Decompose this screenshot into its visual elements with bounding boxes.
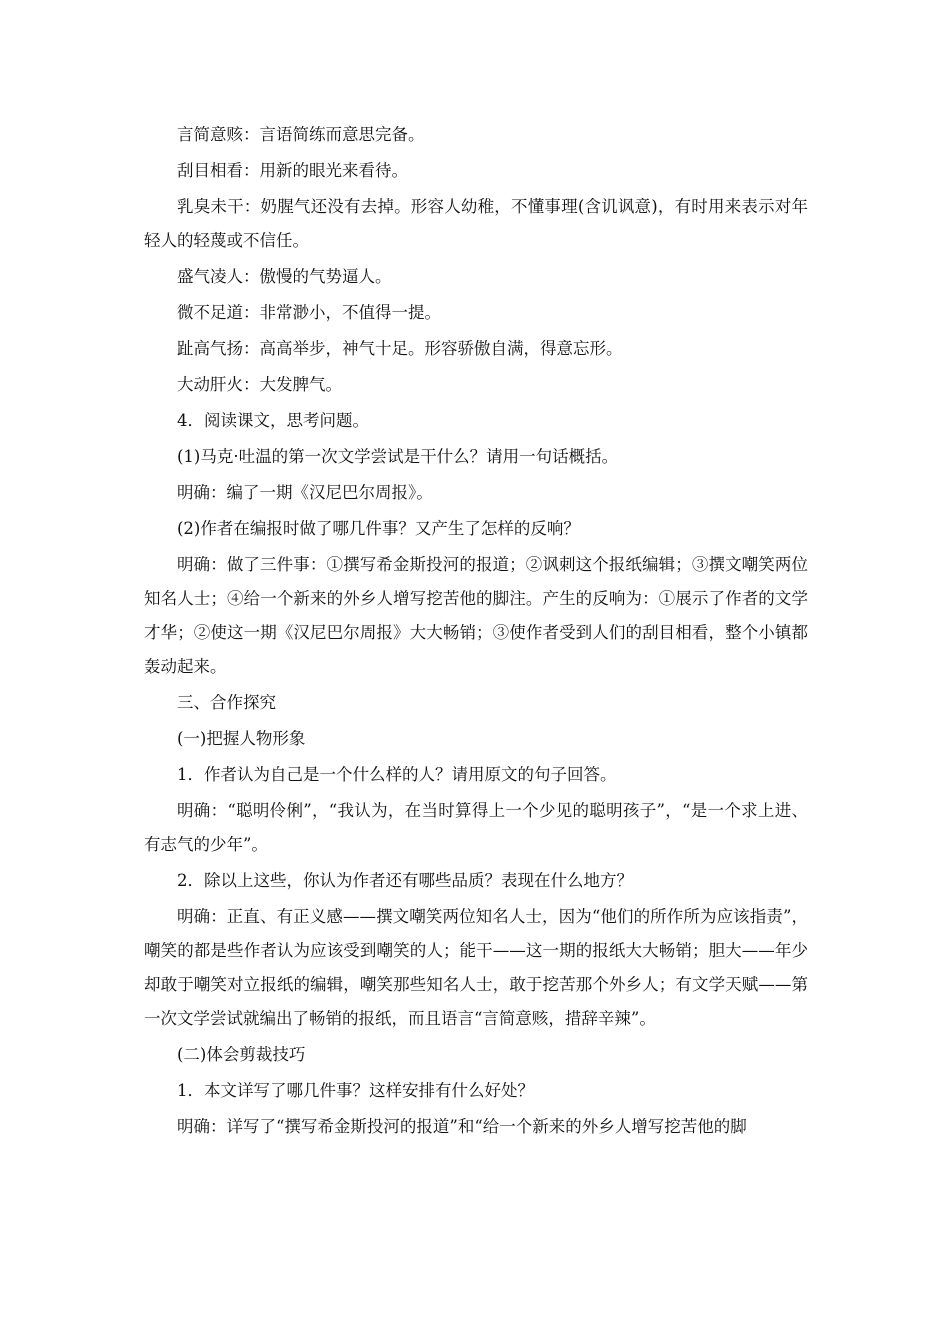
subsection-heading-2: (二)体会剪裁技巧 (177, 1045, 306, 1064)
paragraph-idiom-shengqilingren: 盛气凌人：傲慢的气势逼人。 (177, 267, 392, 286)
paragraph-idiom-guamuxiangkan: 刮目相看：用新的眼光来看待。 (177, 161, 408, 180)
paragraph-answer-1: 明确：编了一期《汉尼巴尔周报》。 (177, 483, 433, 502)
paragraph-answer-2: 明确：做了三件事：①撰写希金斯投河的报道；②讽刺这个报纸编辑；③撰文嘲笑两位知名人士；④给一个新来的外乡人增写挖苦他的脚注。产生的反响为：①展示了作者的文学才华；②使这一期《汉尼巴尔周报》大大畅销；③使作者受到人们的刮目相看，整个小镇都轰动起来。 (144, 555, 808, 676)
paragraph-idiom-yanjianyigai: 言简意赅：言语简练而意思完备。 (177, 125, 425, 144)
paragraph-answer-3: 明确：“聪明伶俐”，“我认为，在当时算得上一个少见的聪明孩子”，“是一个求上进、有志气的少年”。 (144, 801, 808, 854)
paragraph-idiom-zhigaoqiyang: 趾高气扬：高高举步，神气十足。形容骄傲自满，得意忘形。 (177, 339, 623, 358)
paragraph-idiom-weibuzudao: 微不足道：非常渺小，不值得一提。 (177, 303, 441, 322)
paragraph-task-4: 4．阅读课文，思考问题。 (177, 411, 369, 430)
paragraph-question-2: (2)作者在编报时做了哪几件事？又产生了怎样的反响？ (177, 519, 580, 538)
paragraph-question-5: 1．本文详写了哪几件事？这样安排有什么好处？ (177, 1081, 534, 1100)
subsection-heading-1: (一)把握人物形象 (177, 729, 306, 748)
document-body (144, 118, 808, 1146)
paragraph-question-1: (1)马克·吐温的第一次文学尝试是干什么？请用一句话概括。 (177, 447, 619, 466)
paragraph-idiom-ruchouweigan: 乳臭未干：奶腥气还没有去掉。形容人幼稚，不懂事理(含讥讽意)，有时用来表示对年轻人的轻蔑或不信任。 (144, 197, 808, 250)
section-heading-3: 三、合作探究 (177, 693, 276, 712)
paragraph-idiom-dadongganhuo: 大动肝火：大发脾气。 (177, 375, 342, 394)
paragraph-question-3: 1．作者认为自己是一个什么样的人？请用原文的句子回答。 (177, 765, 617, 784)
paragraph-answer-5: 明确：详写了“撰写希金斯投河的报道”和“给一个新来的外乡人增写挖苦他的脚 (177, 1117, 747, 1136)
paragraph-question-4: 2．除以上这些，你认为作者还有哪些品质？表现在什么地方？ (177, 871, 633, 890)
paragraph-answer-4: 明确：正直、有正义感——撰文嘲笑两位知名人士，因为“他们的所作所为应该指责”，嘲笑的都是些作者认为应该受到嘲笑的人；能干——这一期的报纸大大畅销；胆大——年少却敢于嘲笑对立报纸的编辑，嘲笑那些知名人士，敢于挖苦那个外乡人；有文学天赋——第一次文学尝试就编出了畅销的报纸，而且语言“言简意赅，措辞辛辣”。 (144, 907, 808, 1028)
